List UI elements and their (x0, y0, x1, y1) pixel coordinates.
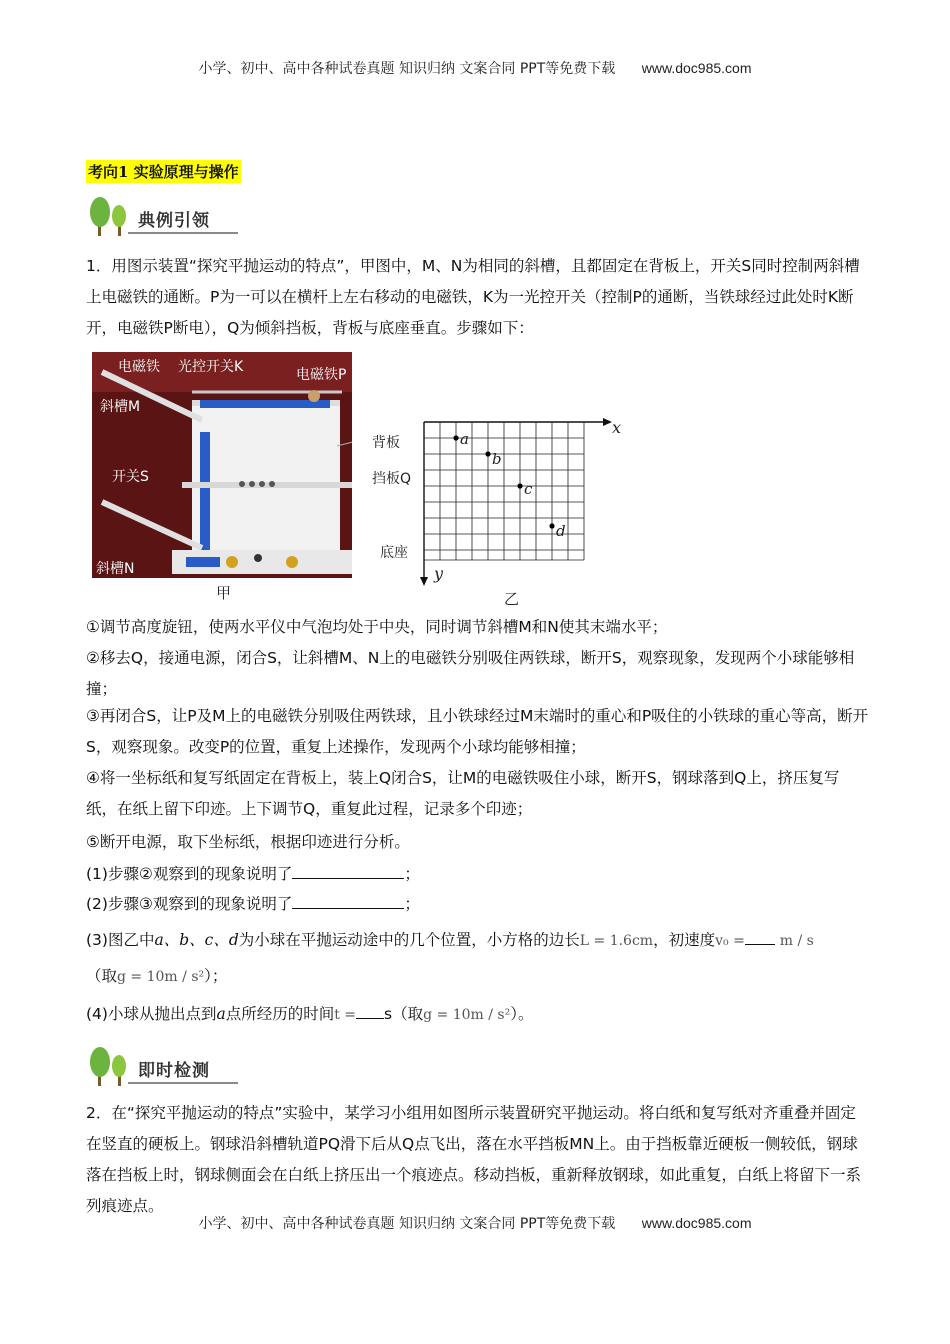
point-c-label: c (524, 480, 533, 498)
label-backboard: 背板 (372, 435, 400, 451)
sub-question-4: (4)小球从抛出点到a点所经历的时间t = s（取g = 10m / s²）。 (86, 1005, 534, 1023)
figure-caption-yi: 乙 (504, 590, 520, 608)
point-c (517, 483, 522, 488)
trajectory-grid-figure (412, 408, 632, 598)
label-base: 底座 (380, 545, 408, 561)
q1-intro: 1．用图示装置“探究平抛运动的特点”，甲图中，M、N为相同的斜槽，且都固定在背板上，开关S同时控制两斜槽上电磁铁的通断。P为一可以在横杆上左右移动的电磁铁，K为一光控开关（控制P的通断，当铁球经过此处时K断开，电磁铁P断电），Q为倾斜挡板，背板与底座垂直。步骤如下： (86, 257, 860, 337)
point-a (453, 435, 458, 440)
banner-quick-check-label: 即时检测 (138, 1061, 210, 1081)
banner-underline (128, 1082, 238, 1084)
footer-site-link[interactable]: www.doc985.com (641, 1215, 752, 1231)
figure-caption-jia: 甲 (216, 584, 232, 602)
apparatus-photo (92, 352, 352, 578)
q2-text: 2．在“探究平抛运动的特点”实验中，某学习小组用如图所示装置研究平抛运动。将白纸和复写纸对齐重叠并固定在竖直的硬板上。钢球沿斜槽轨道PQ滑下后从Q点飞出，落在水平挡板MN上。由于挡板靠近硬板一侧较低，钢球落在挡板上时，钢球侧面会在白纸上挤压出一个痕迹点。移动挡板，重新释放钢球，如此重复，白纸上将留下一系列痕迹点。 (86, 1104, 862, 1215)
step-5: ⑤断开电源，取下坐标纸，根据印迹进行分析。 (86, 833, 410, 851)
point-d-label: d (556, 522, 566, 540)
point-a-label: a (460, 430, 469, 448)
section-title: 考向1 实验原理与操作 (86, 160, 241, 183)
banner-quick-check (88, 1046, 238, 1088)
banner-underline (128, 232, 238, 234)
page-header (0, 58, 950, 78)
step-3: ③再闭合S，让P及M上的电磁铁分别吸住两铁球，且小铁球经过M末端时的重心和P吸住的小铁球的重心等高，断开S，观察现象。改变P的位置，重复上述操作，发现两个小球均能够相撞； (86, 707, 869, 756)
sub-question-3: (3)图乙中a、b、c、d为小球在平抛运动途中的几个位置，小方格的边长L = 1.6cm，初速度v₀ = m / s (86, 931, 814, 949)
step-4: ④将一坐标纸和复写纸固定在背板上，装上Q闭合S，让M的电磁铁吸住小球，断开S，钢球落到Q上，挤压复写纸，在纸上留下印迹。上下调节Q，重复此过程，记录多个印迹； (86, 769, 840, 818)
label-chute-m: 斜槽M (100, 399, 141, 415)
axis-x-label: x (612, 418, 622, 437)
label-chute-n: 斜槽N (96, 561, 135, 577)
point-d (549, 523, 554, 528)
point-b-label: b (492, 450, 502, 468)
answer-blank-3[interactable] (745, 930, 775, 945)
header-text: 小学、初中、高中各种试卷真题 知识归纳 文案合同 PPT等免费下载 (198, 61, 616, 77)
apparatus-illustration (92, 352, 352, 578)
sub-question-3-note: （取g = 10m / s²）； (86, 967, 228, 985)
footer-text: 小学、初中、高中各种试卷真题 知识归纳 文案合同 PPT等免费下载 (198, 1216, 616, 1232)
answer-blank-2[interactable] (292, 894, 404, 909)
sub-question-1: (1)步骤②观察到的现象说明了 ； (86, 865, 420, 883)
banner-examples (88, 196, 238, 238)
label-light-switch-k: 光控开关K (178, 359, 244, 375)
label-electromagnet: 电磁铁 (118, 359, 160, 375)
step-1: ①调节高度旋钮，使两水平仪中气泡均处于中央，同时调节斜槽M和N使其末端水平； (86, 618, 668, 636)
sub-question-2: (2)步骤③观察到的现象说明了 ； (86, 895, 420, 913)
banner-examples-label: 典例引领 (138, 211, 210, 231)
label-electromagnet-p: 电磁铁P (296, 367, 347, 383)
axis-y-label: y (434, 564, 444, 583)
step-2: ②移去Q，接通电源，闭合S，让斜槽M、N上的电磁铁分别吸住两铁球，断开S，观察现象，发现两个小球能够相撞； (86, 649, 855, 698)
label-baffle-q: 挡板Q (372, 471, 412, 487)
answer-blank-1[interactable] (292, 864, 404, 879)
page-footer (0, 1213, 950, 1233)
label-switch-s: 开关S (112, 469, 149, 485)
trajectory-grid (412, 408, 632, 598)
answer-blank-4[interactable] (356, 1004, 384, 1019)
header-site-link[interactable]: www.doc985.com (641, 60, 752, 76)
point-b (485, 451, 490, 456)
